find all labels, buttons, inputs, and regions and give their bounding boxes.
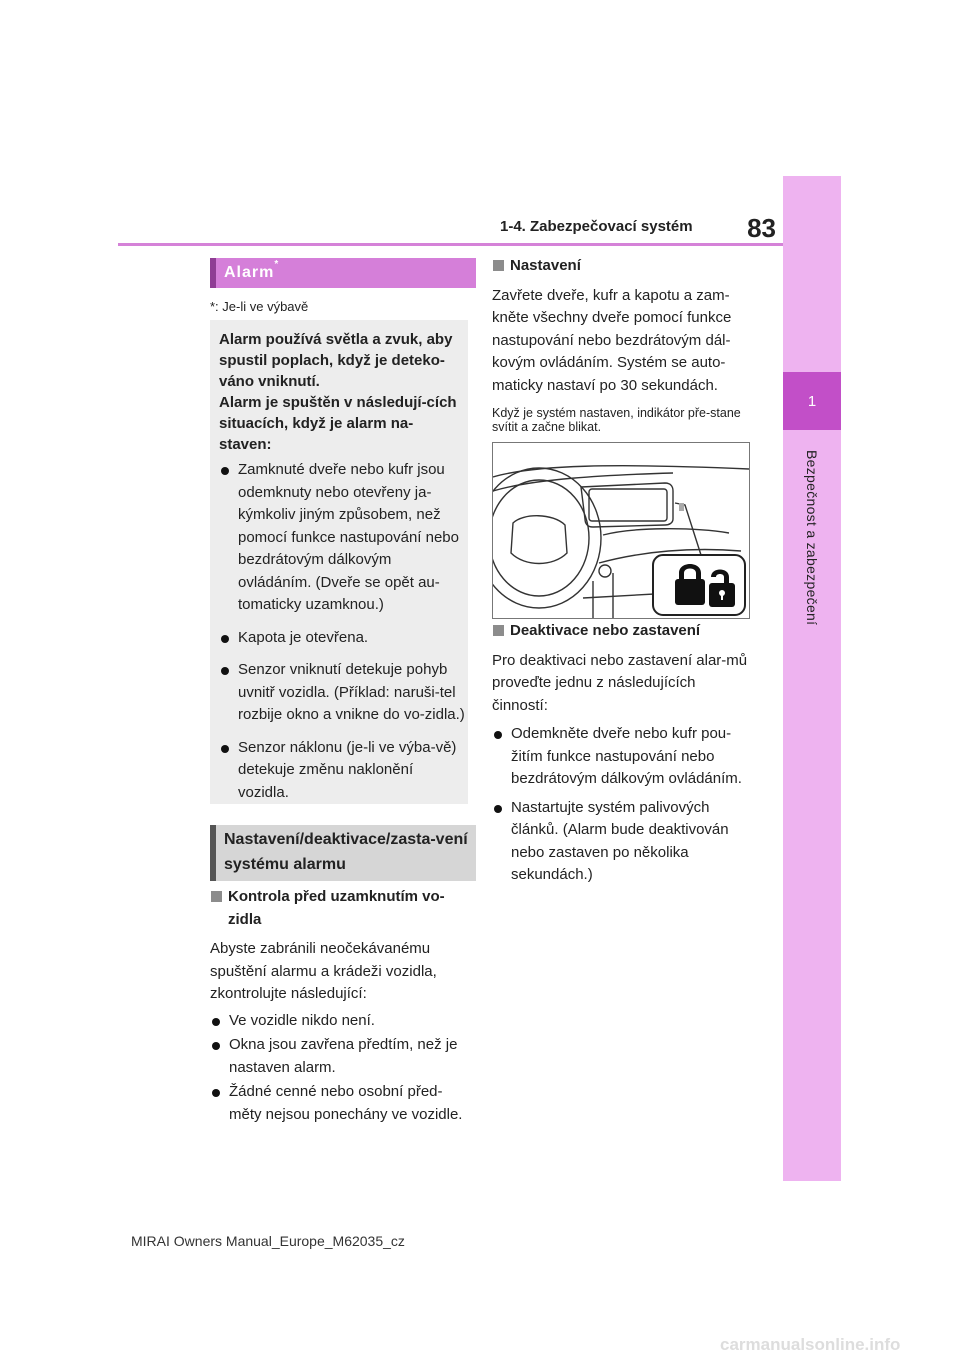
- bullet-icon: [212, 1042, 220, 1050]
- bullet-icon: [221, 745, 229, 753]
- list-item: Zamknuté dveře nebo kufr jsou odemknuty nebo otevřeny ja-kýmkoliv jiným způsobem, než pomocí funkce nastupování nebo bezdrátovým dálkovým ovládáním. (Dveře se opět au-tomaticky uzamknou.): [219, 459, 465, 617]
- page-number: 83: [747, 213, 776, 243]
- alarm-trigger-intro: Alarm je spuštěn v následují-cích situacích, když je alarm na-staven:: [219, 394, 457, 453]
- footer-text: MIRAI Owners Manual_Europe_M62035_cz: [131, 1233, 405, 1249]
- alarm-intro-text: Alarm používá světla a zvuk, aby spustil poplach, když je deteko-váno vniknutí.: [219, 331, 453, 390]
- square-bullet-icon: [211, 891, 222, 902]
- deactivate-title: Deaktivace nebo zastavení: [492, 620, 750, 643]
- alarm-heading: [210, 258, 476, 288]
- setting-note: Když je systém nastaven, indikátor pře-stane svítit a začne blikat.: [492, 406, 741, 434]
- watermark: carmanualsonline.info: [720, 1335, 901, 1354]
- deactivate-block: [492, 620, 750, 887]
- setting-title: Nastavení: [492, 255, 750, 278]
- chapter-number-box: 1: [783, 372, 841, 430]
- check-text: Abyste zabránili neočekávanému spuštění alarmu a krádeži vozidla, zkontrolujte následující:: [210, 940, 437, 1002]
- setting-text: Zavřete dveře, kufr a kapotu a zam-kněte všechny dveře pomocí funkce nastupování nebo bezdrátovým dál-kovým ovládáním. Systém se auto-maticky nastaví po 30 sekundách.: [492, 286, 732, 394]
- bullet-icon: [494, 805, 502, 813]
- bullet-icon: [494, 731, 502, 739]
- deactivate-text: Pro deaktivaci nebo zastavení alar-mů proveďte jednu z následujících činností:: [492, 651, 748, 714]
- list-item: Kapota je otevřena.: [219, 627, 465, 650]
- alarm-heading-marker: *: [274, 259, 280, 270]
- header-divider: [118, 243, 783, 246]
- chapter-title-vertical: Bezpečnost a zabezpečení: [804, 450, 820, 626]
- alarm-trigger-list: [219, 459, 465, 814]
- square-bullet-icon: [493, 260, 504, 271]
- alarm-heading-text: Alarm: [224, 264, 275, 281]
- list-item: Ve vozidle nikdo není.: [210, 1010, 468, 1033]
- deactivate-list: [492, 723, 750, 887]
- dashboard-security-indicator-icon: [493, 443, 749, 618]
- list-item: Senzor náklonu (je-li ve výba-vě) detekuje změnu naklonění vozidla.: [219, 737, 465, 805]
- list-item: Žádné cenné nebo osobní před-měty nejsou ponechány ve vozidle.: [210, 1081, 468, 1126]
- setting-block: [492, 255, 750, 434]
- bullet-icon: [221, 635, 229, 643]
- alarm-intro: [219, 329, 465, 455]
- dashboard-illustration: [492, 442, 750, 619]
- check-title: Kontrola před uzamknutím vo-zidla: [210, 886, 468, 931]
- bullet-icon: [212, 1089, 220, 1097]
- section-title: 1-4. Zabezpečovací systém: [500, 218, 693, 235]
- chapter-side-tab: [783, 176, 841, 1181]
- footnote: *: Je-li ve výbavě: [210, 299, 309, 314]
- check-block: [210, 886, 468, 1126]
- bullet-icon: [212, 1018, 220, 1026]
- list-item: Odemkněte dveře nebo kufr pou-žitím funkce nastupování nebo bezdrátovým dálkovým ovládáním.: [492, 723, 750, 791]
- list-item: Senzor vniknutí detekuje pohyb uvnitř vozidla. (Příklad: naruši-tel rozbije okno a vnikne do vo-zidla.): [219, 659, 465, 727]
- check-list: [210, 1010, 468, 1127]
- list-item: Okna jsou zavřena předtím, než je nastaven alarm.: [210, 1034, 468, 1079]
- square-bullet-icon: [493, 625, 504, 636]
- bullet-icon: [221, 667, 229, 675]
- list-item: Nastartujte systém palivových článků. (Alarm bude deaktivován nebo zastaven po několika sekundách.): [492, 797, 750, 887]
- bullet-icon: [221, 467, 229, 475]
- setup-section-heading: Nastavení/deaktivace/zasta-vení systému alarmu: [210, 825, 476, 881]
